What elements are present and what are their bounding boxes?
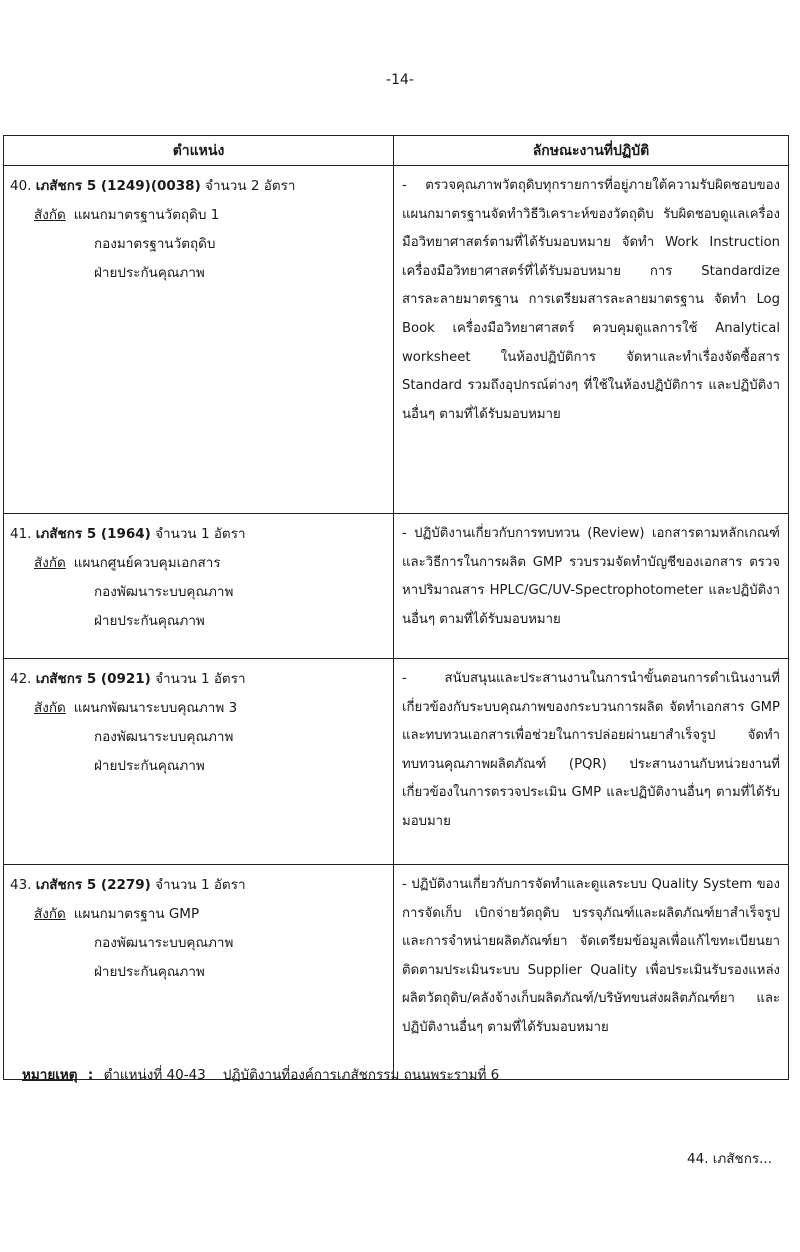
position-title: เภสัชกร 5 (0921)	[35, 671, 151, 687]
position-unit: แผนกมาตรฐาน GMP	[73, 906, 200, 922]
duties-cell: - สนับสนุนและประสานงานในการนำขั้นตอนการดำเนินงานที่เกี่ยวข้องกับระบบคุณภาพของกระบวนการผลิต จัดทำเอกสาร GMP และทบทวนเอกสารเพื่อช่วยในการปล่อยผ่านยาสำเร็จรูป จัดทำทบทวนคุณภาพผลิตภัณฑ์ (PQR) ประสานงานกับหน่วยงานที่เกี่ยวข้องในการตรวจประเมิน GMP และปฏิบัติงานอื่นๆ ตามที่ได้รับมอบมาย	[394, 659, 789, 865]
position-department: ฝ่ายประกันคุณภาพ	[94, 265, 205, 281]
position-cell	[4, 659, 394, 865]
position-unit: แผนกพัฒนาระบบคุณภาพ 3	[73, 700, 238, 716]
position-number: 42.	[10, 671, 32, 687]
position-number: 43.	[10, 877, 32, 893]
position-quantity: จำนวน 1 อัตรา	[155, 877, 246, 893]
table-row	[4, 865, 789, 1080]
position-division: กองมาตรฐานวัตถุดิบ	[94, 236, 216, 252]
position-unit: แผนกศูนย์ควบคุมเอกสาร	[73, 555, 221, 571]
footnote-separator: :	[87, 1067, 94, 1083]
position-number: 41.	[10, 526, 32, 542]
header-position: ตำแหน่ง	[4, 136, 394, 166]
table-row	[4, 514, 789, 659]
position-cell	[4, 514, 394, 659]
position-department: ฝ่ายประกันคุณภาพ	[94, 964, 205, 980]
position-title: เภสัชกร 5 (1249)(0038)	[35, 178, 201, 194]
position-quantity: จำนวน 1 อัตรา	[155, 526, 246, 542]
footnote	[22, 1063, 499, 1085]
table-row	[4, 166, 789, 514]
position-cell	[4, 865, 394, 1080]
duties-cell: - ตรวจคุณภาพวัตถุดิบทุกรายการที่อยู่ภายใต้ความรับผิดชอบของแผนกมาตรฐานจัดทำวิธีวิเคราะห์ของวัตถุดิบ รับผิดชอบดูแลเครื่องมือวิทยาศาสตร์ตามที่ได้รับมอบหมาย จัดทำ Work Instruction เครื่องมือวิทยาศาสตร์ที่ได้รับมอบหมาย การ Standardize สารละลายมาตรฐาน การเตรียมสารละลายมาตรฐาน จัดทำ Log Book เครื่องมือวิทยาศาสตร์ ควบคุมดูแลการใช้ Analytical worksheet ในห้องปฏิบัติการ จัดหาและทำเรื่องจัดซื้อสาร Standard รวมถึงอุปกรณ์ต่างๆ ที่ใช้ในห้องปฏิบัติการ และปฏิบัติงานอื่นๆ ตามที่ได้รับมอบหมาย	[394, 166, 789, 514]
continued-text: 44. เภสัชกร...	[687, 1151, 772, 1167]
page-number: -14-	[386, 72, 414, 88]
position-title: เภสัชกร 5 (2279)	[35, 877, 151, 893]
affiliation-label: สังกัด	[34, 906, 66, 922]
duties-cell: - ปฏิบัติงานเกี่ยวกับการทบทวน (Review) เอกสารตามหลักเกณฑ์และวิธีการในการผลิต GMP รวบรวมจัดทำบัญชีของเอกสาร ตรวจหาปริมาณสาร HPLC/GC/UV-Spectrophotometer และปฏิบัติงานอื่นๆ ตามที่ได้รับมอบหมาย	[394, 514, 789, 659]
footnote-label: หมายเหตุ	[22, 1067, 78, 1083]
position-division: กองพัฒนาระบบคุณภาพ	[94, 935, 234, 951]
position-table	[3, 135, 789, 1080]
position-quantity: จำนวน 1 อัตรา	[155, 671, 246, 687]
position-division: กองพัฒนาระบบคุณภาพ	[94, 584, 234, 600]
table-row	[4, 659, 789, 865]
position-title: เภสัชกร 5 (1964)	[35, 526, 151, 542]
footnote-text: ตำแหน่งที่ 40-43 ปฏิบัติงานที่องค์การเภสัชกรรม ถนนพระรามที่ 6	[103, 1067, 500, 1083]
affiliation-label: สังกัด	[34, 700, 66, 716]
affiliation-label: สังกัด	[34, 207, 66, 223]
affiliation-label: สังกัด	[34, 555, 66, 571]
position-division: กองพัฒนาระบบคุณภาพ	[94, 729, 234, 745]
header-duties: ลักษณะงานที่ปฏิบัติ	[394, 136, 789, 166]
position-number: 40.	[10, 178, 32, 194]
position-department: ฝ่ายประกันคุณภาพ	[94, 758, 205, 774]
position-department: ฝ่ายประกันคุณภาพ	[94, 613, 205, 629]
position-cell	[4, 166, 394, 514]
duties-cell: - ปฏิบัติงานเกี่ยวกับการจัดทำและดูแลระบบ Quality System ของการจัดเก็บ เบิกจ่ายวัตถุดิบ บรรจุภัณฑ์และผลิตภัณฑ์ยาสำเร็จรูปและการจำหน่ายผลิตภัณฑ์ยา จัดเตรียมข้อมูลเพื่อแก้ไขทะเบียนยา ติดตามประเมินระบบ Supplier Quality เพื่อประเมินรับรองแหล่งผลิตวัตถุดิบ/คลังจ้างเก็บผลิตภัณฑ์/บริษัทขนส่งผลิตภัณฑ์ยา และปฏิบัติงานอื่นๆ ตามที่ได้รับมอบหมาย	[394, 865, 789, 1080]
position-quantity: จำนวน 2 อัตรา	[205, 178, 296, 194]
table-header-row	[4, 136, 789, 166]
position-unit: แผนกมาตรฐานวัตถุดิบ 1	[73, 207, 220, 223]
